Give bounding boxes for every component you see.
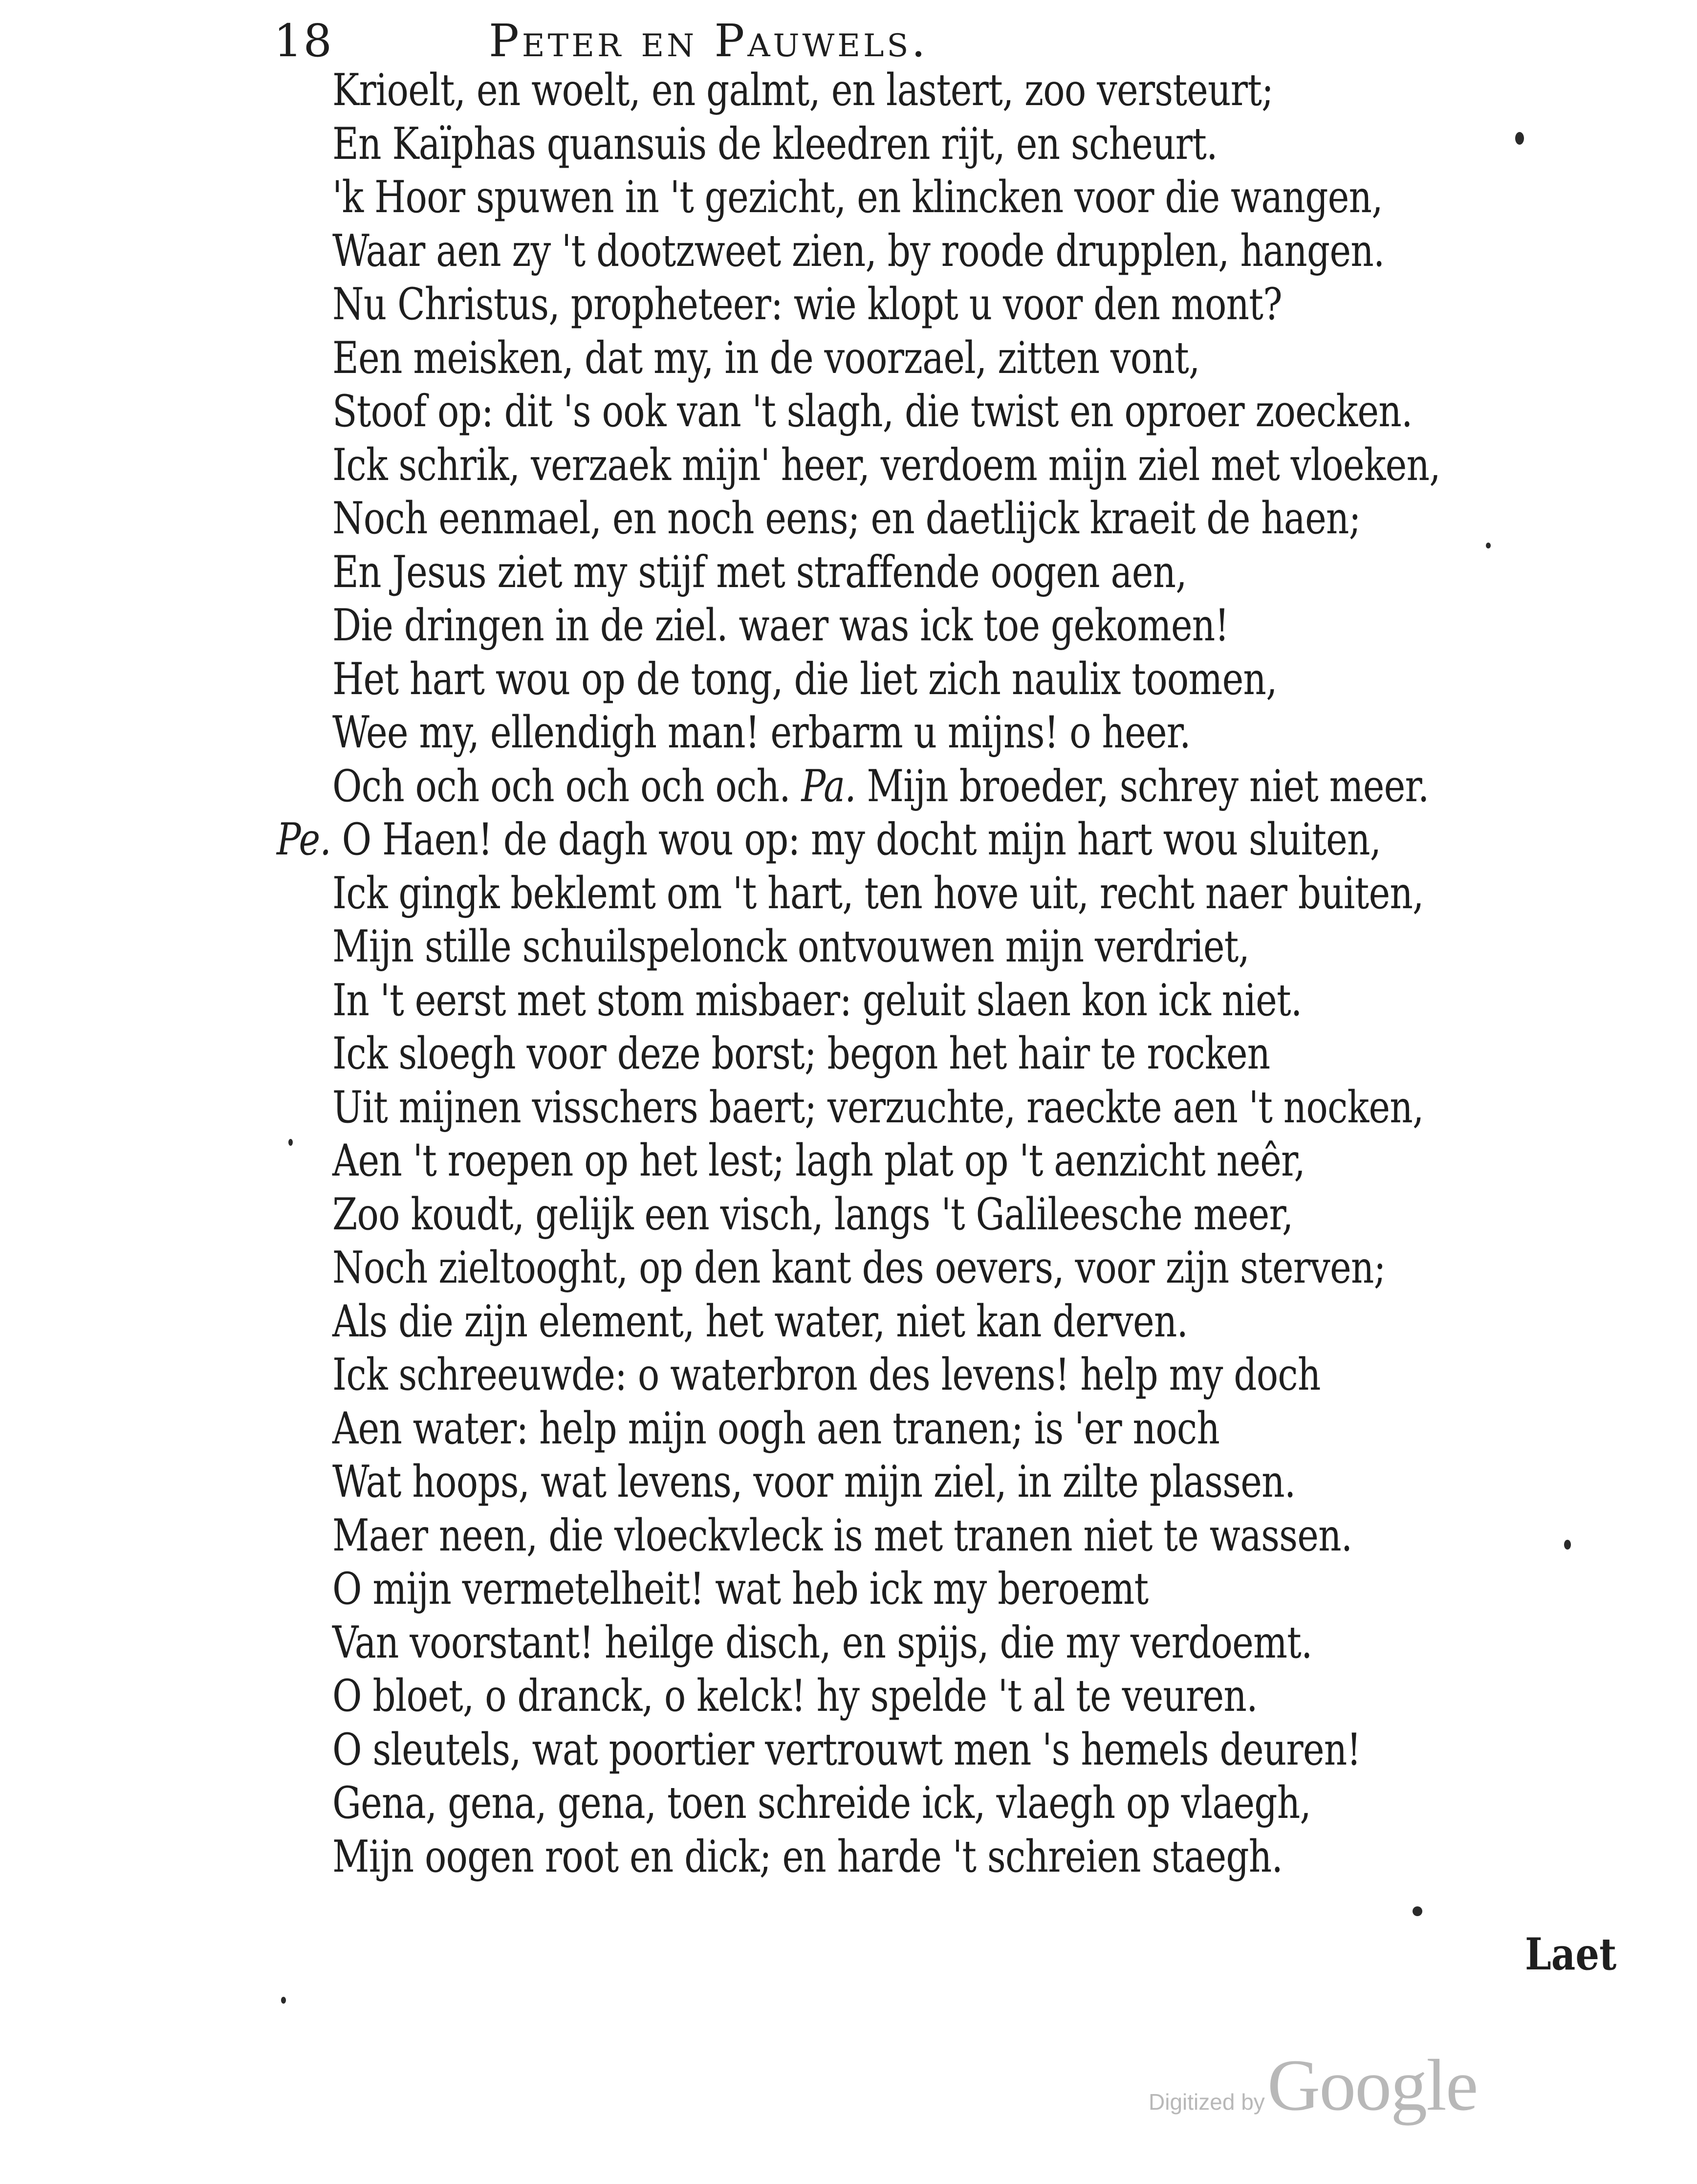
- verse-text: Mijn stille schuilspelonck ontvouwen mijn verdriet,: [332, 921, 1250, 972]
- verse-text: Uit mijnen visschers baert; verzuchte, raeckte aen 't nocken,: [332, 1081, 1424, 1133]
- verse-line: [332, 1458, 1295, 1507]
- verse-text: En Kaïphas quansuis de kleedren rijt, en scheurt.: [332, 118, 1218, 170]
- verse-text: Ick gingk beklemt om 't hart, ten hove uit, recht naer buiten,: [332, 867, 1424, 919]
- digitized-by-google-watermark: [1149, 2043, 1477, 2127]
- verse-line: [332, 120, 1218, 169]
- verse-text: Aen 't roepen op het lest; lagh plat op 't aenzicht neêr,: [332, 1135, 1305, 1186]
- verse-line: [332, 922, 1249, 971]
- verse-text: Noch zieltooght, op den kant des oevers, voor zijn sterven;: [332, 1242, 1386, 1293]
- verse-text: Ick sloegh voor deze borst; begon het hair te rocken: [332, 1028, 1270, 1079]
- scan-speck: [1515, 132, 1524, 145]
- verse-line: [332, 655, 1277, 704]
- scan-speck: [288, 1139, 293, 1146]
- verse-line: [332, 1779, 1311, 1828]
- verse-text: Och och och och och och.: [332, 760, 790, 812]
- verse-line: [332, 1244, 1386, 1292]
- verse-text: Gena, gena, gena, toen schreide ick, vlaegh op vlaegh,: [332, 1777, 1311, 1829]
- verse-line: [332, 1725, 1361, 1774]
- verse-text: Zoo koudt, gelijk een visch, langs 't Galileesche meer,: [332, 1188, 1293, 1240]
- verse-line: [332, 1083, 1424, 1132]
- verse-line: [332, 66, 1273, 115]
- verse-line: [332, 1672, 1258, 1721]
- verse-text: Een meisken, dat my, in de voorzael, zitten vont,: [332, 332, 1200, 384]
- google-logo: Google: [1267, 2045, 1478, 2126]
- verse-text: Maer neen, die vloeckvleck is met tranen niet te wassen.: [332, 1509, 1352, 1561]
- running-title: Peter en Pauwels.: [489, 15, 929, 67]
- verse-text: Aen water: help mijn oogh aen tranen; is 'er noch: [332, 1402, 1220, 1454]
- verse-line: [332, 1618, 1312, 1667]
- verse-text: Krioelt, en woelt, en galmt, en lastert, zoo versteurt;: [332, 65, 1274, 116]
- verse-text: Nu Christus, propheteer: wie klopt u voor den mont?: [332, 279, 1282, 330]
- verse-text: Waar aen zy 't dootzweet zien, by roode drupplen, hangen.: [332, 225, 1385, 277]
- verse-line: [332, 708, 1191, 757]
- verse-line: [332, 494, 1361, 543]
- verse-line: [332, 762, 1429, 811]
- scan-speck: [1564, 1540, 1571, 1550]
- verse-line: [332, 1833, 1283, 1881]
- verse-line: [332, 1351, 1321, 1399]
- verse-text: Wee my, ellendigh man! erbarm u mijns! o heer.: [332, 707, 1191, 758]
- verse-text: Als die zijn element, het water, niet kan derven.: [332, 1295, 1188, 1347]
- watermark-prefix: Digitized by: [1149, 2089, 1265, 2115]
- scan-speck: [1413, 1906, 1422, 1916]
- verse-line: [332, 441, 1440, 490]
- verse-line: [277, 815, 1381, 864]
- verse-text: O Haen! de dagh wou op: my docht mijn hart wou sluiten,: [342, 814, 1381, 865]
- verse-text: Die dringen in de ziel. waer was ick toe gekomen!: [332, 600, 1229, 651]
- speaker-label: Pe.: [277, 814, 331, 865]
- verse-line: [332, 548, 1187, 597]
- verse-line: [332, 227, 1385, 276]
- verse-line: [332, 173, 1383, 222]
- verse-line: [332, 1297, 1188, 1346]
- verse-text: Mijn broeder, schrey niet meer.: [867, 760, 1429, 812]
- page-number: 18: [274, 15, 333, 67]
- verse-text: Het hart wou op de tong, die liet zich naulix toomen,: [332, 653, 1277, 705]
- verse-text: Ick schreeuwde: o waterbron des levens! help my doch: [332, 1349, 1321, 1400]
- verse-text: Stoof op: dit 's ook van 't slagh, die twist en oproer zoecken.: [332, 386, 1413, 437]
- verse-text: 'k Hoor spuwen in 't gezicht, en klincken voor die wangen,: [332, 172, 1383, 223]
- verse-line: [332, 601, 1229, 650]
- verse-text: Noch eenmael, en noch eens; en daetlijck kraeit de haen;: [332, 493, 1361, 544]
- verse-text: Van voorstant! heilge disch, en spijs, die my verdoemt.: [332, 1616, 1312, 1668]
- verse-line: [332, 280, 1282, 329]
- verse-line: [332, 1565, 1148, 1614]
- verse-line: [332, 1136, 1305, 1185]
- verse-text: O bloet, o dranck, o kelck! hy spelde 't al te veuren.: [332, 1670, 1258, 1722]
- verse-text: O sleutels, wat poortier vertrouwt men 's hemels deuren!: [332, 1724, 1361, 1775]
- verse-line: [332, 869, 1424, 918]
- verse-text: O mijn vermetelheit! wat heb ick my beroemt: [332, 1563, 1149, 1615]
- verse-text: Mijn oogen root en dick; en harde 't schreien staegh.: [332, 1831, 1283, 1882]
- verse-line: [332, 334, 1200, 383]
- verse-text: Ick schrik, verzaek mijn' heer, verdoem mijn ziel met vloeken,: [332, 439, 1440, 491]
- verse-line: [332, 1190, 1293, 1239]
- verse-text: En Jesus ziet my stijf met straffende oogen aen,: [332, 546, 1187, 598]
- verse-line: [332, 976, 1302, 1025]
- verse-line: [332, 1511, 1352, 1560]
- scan-speck: [1486, 543, 1491, 548]
- catchword: Laet: [1525, 1928, 1617, 1980]
- verse-line: [332, 387, 1413, 436]
- verse-line: [332, 1029, 1270, 1078]
- scan-speck: [281, 1997, 286, 2004]
- verse-text: Wat hoops, wat levens, voor mijn ziel, in zilte plassen.: [332, 1456, 1296, 1507]
- page-header: [274, 10, 1642, 68]
- speaker-label: Pa.: [801, 760, 856, 812]
- verse-text: In 't eerst met stom misbaer: geluit slaen kon ick niet.: [332, 974, 1302, 1026]
- verse-line: [332, 1404, 1219, 1453]
